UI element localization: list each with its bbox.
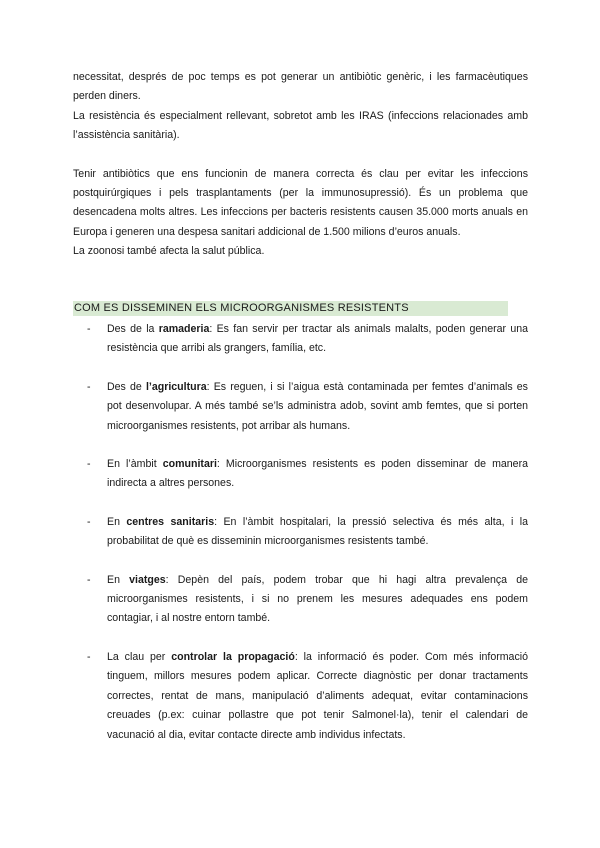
list-item: - La clau per controlar la propagació: la informació és poder. Com més informació tinguem, millors mesures podem aplicar. Correcte diagnòstic per donar tractaments correctes, rentat de mans, manipulació d’aliments adequat, evitar contaminacions creuades (p.ex: cuinar pollastre que pot tenir Salmonel·la), tenir el calendari de vacunació al dia, evitar contacte directe amb individus infectats.	[73, 648, 528, 745]
bullet-marker: -	[87, 573, 91, 586]
bold-term: ramaderia	[158, 323, 210, 335]
bold-term: l’agricultura	[145, 380, 207, 393]
section-heading: COM ES DISSEMINEN ELS MICROORGANISMES RESISTENTS	[73, 301, 508, 316]
bold-term: comunitari	[162, 458, 217, 471]
list-item: - En l’àmbit comunitari: Microorganismes resistents es poden disseminar de manera indirecta a altres persones.	[73, 455, 528, 494]
intro-text	[73, 68, 528, 262]
bullet-marker: -	[87, 458, 91, 471]
bullet-marker: -	[87, 323, 91, 335]
bullet-marker: -	[87, 515, 91, 528]
list-item: - En centres sanitaris: En l’àmbit hospitalari, la pressió selectiva és més alta, i la probabilitat de què es disseminin microorganismes resistents també.	[73, 513, 528, 552]
list-item: - Des de l’agricultura: Es reguen, i si l’aigua està contaminada per femtes d’animals es pot desenvolupar. A més també se’ls administra adob, sovint amb femtes, que si porten microorganismes resistents, pot arribar als humans.	[73, 378, 528, 436]
bold-term: controlar la propagació	[171, 650, 295, 663]
bullet-marker: -	[87, 380, 91, 393]
intro-paragraph-4: La zoonosi també afecta la salut pública.	[73, 245, 265, 258]
bullet-marker: -	[87, 650, 91, 663]
list-item: - Des de la ramaderia: Es fan servir per tractar als animals malalts, poden generar una resistència que arribi als grangers, família, etc.	[73, 320, 528, 359]
list-item: - En viatges: Depèn del país, podem trobar que hi hagi altra prevalença de microorganismes resistents, i si no prenem les mesures adequades ens podem contagiar, i al nostre entorn també.	[73, 571, 528, 629]
intro-paragraph-3: Tenir antibiòtics que ens funcionin de manera correcta és clau per evitar les infeccions postquirúrgiques i pels trasplantaments (per la immunosupressió). És un problema que desencadena molts altres. Les infeccions per bacteris resistents causen 35.000 morts anuals en Europa i generen una despesa sanitari addicional de 1.500 milions d’euros anuals.	[73, 167, 528, 238]
intro-paragraph-1: necessitat, després de poc temps es pot generar un antibiòtic genèric, i les farmacèutiques perden diners.	[73, 71, 528, 103]
bold-term: viatges	[129, 573, 166, 586]
bullet-list	[73, 320, 528, 745]
intro-paragraph-2: La resistència és especialment rellevant, sobretot amb les IRAS (infeccions relacionades amb l’assistència sanitària).	[73, 109, 528, 142]
bold-term: centres sanitaris	[126, 515, 215, 528]
